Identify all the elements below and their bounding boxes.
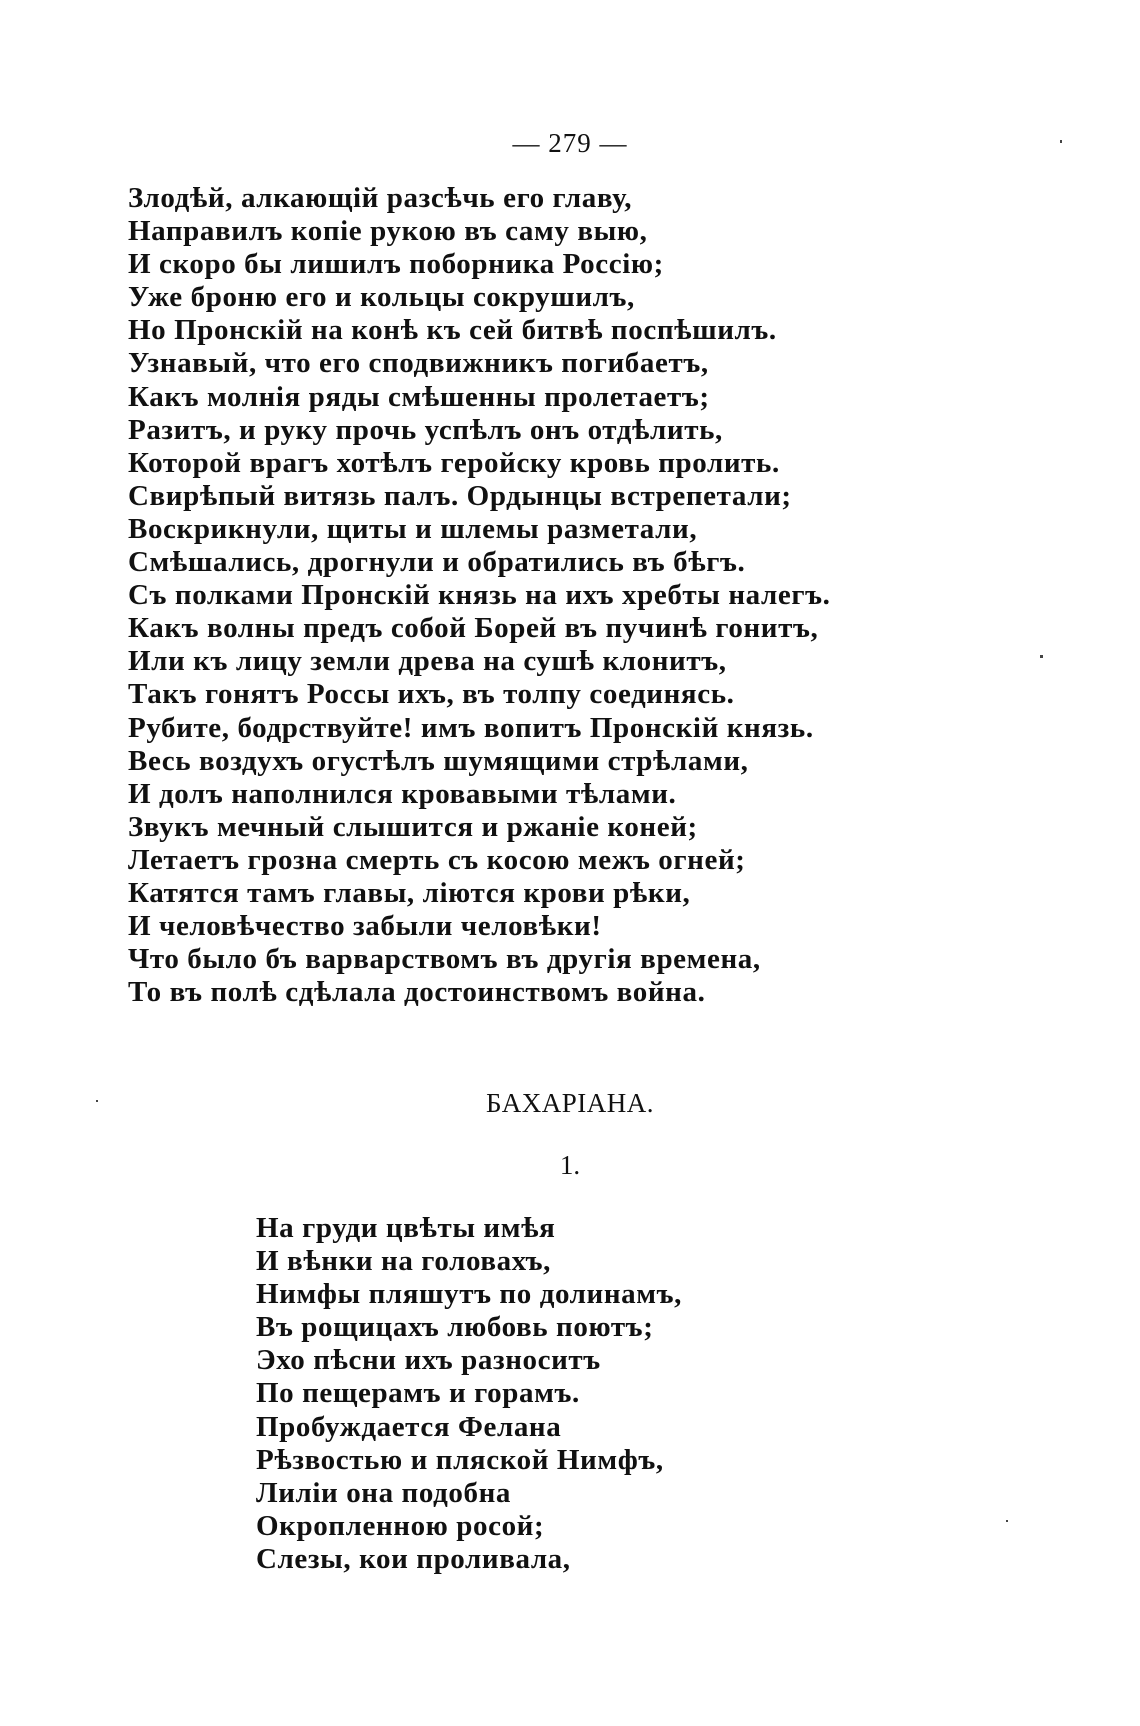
verse-line: Рѣзвостью и пляской Нимфъ, [256,1443,664,1476]
scan-dot [1040,655,1043,658]
verse-line: Злодѣй, алкающій разсѣчь его главу, [128,182,633,214]
scan-dot [1060,140,1062,143]
verse-line: На груди цвѣты имѣя [256,1212,556,1244]
verse-line: Свирѣпый витязь палъ. Ордынцы встрепетали; [128,479,792,512]
verse-line: Которой врагъ хотѣлъ геройску кровь пролить. [128,446,780,479]
verse-line: Какъ молнія ряды смѣшенны пролетаетъ; [128,380,710,413]
poem-part-2 [256,1212,856,1576]
verse-line: Въ рощицахъ любовь поютъ; [256,1311,654,1344]
verse-line: Смѣшались, дрогнули и обратились въ бѣгъ. [128,546,746,579]
verse-line: Лиліи она подобна [256,1476,512,1509]
verse-line: Звукъ мечный слышится и ржаніе коней; [128,810,698,843]
verse-line: Уже броню его и кольцы сокрушилъ, [128,281,635,314]
verse-line: То въ полѣ сдѣлала достоинствомъ война. [128,976,706,1009]
verse-line: Такъ гонятъ Россы ихъ, въ толпу соединясь. [128,678,735,711]
verse-line: Эхо пѣсни ихъ разноситъ [256,1344,601,1377]
verse-line: Весь воздухъ огустѣлъ шумящими стрѣлами, [128,744,749,777]
verse-line: Рубите, бодрствуйте! имъ вопитъ Пронскій князь. [128,711,814,744]
section-title: БАХАРІАНА. [486,1088,654,1118]
verse-line: Какъ волны предъ собой Борей въ пучинѣ гонитъ, [128,612,819,645]
verse-line: Узнавый, что его сподвижникъ погибаетъ, [128,347,709,380]
scan-dot [1006,1520,1008,1522]
verse-line: Слезы, кои проливала, [256,1542,571,1575]
verse-line: Летаетъ грозна смерть съ косою межъ огней; [128,843,746,876]
verse-line: По пещерамъ и горамъ. [256,1377,580,1410]
verse-line: Но Пронскій на конѣ къ сей битвѣ поспѣшилъ. [128,314,777,347]
verse-line: Пробуждается Фелана [256,1410,562,1443]
verse-line: Или къ лицу земли древа на сушѣ клонитъ, [128,645,727,678]
verse-line: Что было бъ варварствомъ въ другія времена, [128,943,761,976]
section-number: 1. [559,1150,581,1180]
verse-line: И скоро бы лишилъ поборника Россію; [128,248,664,281]
verse-line: И вѣнки на головахъ, [256,1245,552,1278]
verse-line: Съ полками Пронскій князь на ихъ хребты налегъ. [128,579,831,612]
verse-line: И человѣчество забыли человѣки! [128,910,602,943]
scan-dot [96,1100,98,1102]
verse-line: И долъ наполнился кровавыми тѣлами. [128,777,677,810]
verse-line: Окропленною росой; [256,1509,545,1542]
poem-part-1 [128,182,848,1009]
page-number: — 279 — [512,128,628,158]
verse-line: Воскрикнули, щиты и шлемы разметали, [128,512,698,545]
verse-line: Катятся тамъ главы, ліются крови рѣки, [128,876,691,909]
verse-line: Разитъ, и руку прочь успѣлъ онъ отдѣлить, [128,413,723,446]
verse-line: Направилъ копіе рукою въ саму выю, [128,215,648,248]
verse-line: Нимфы пляшутъ по долинамъ, [256,1278,682,1311]
